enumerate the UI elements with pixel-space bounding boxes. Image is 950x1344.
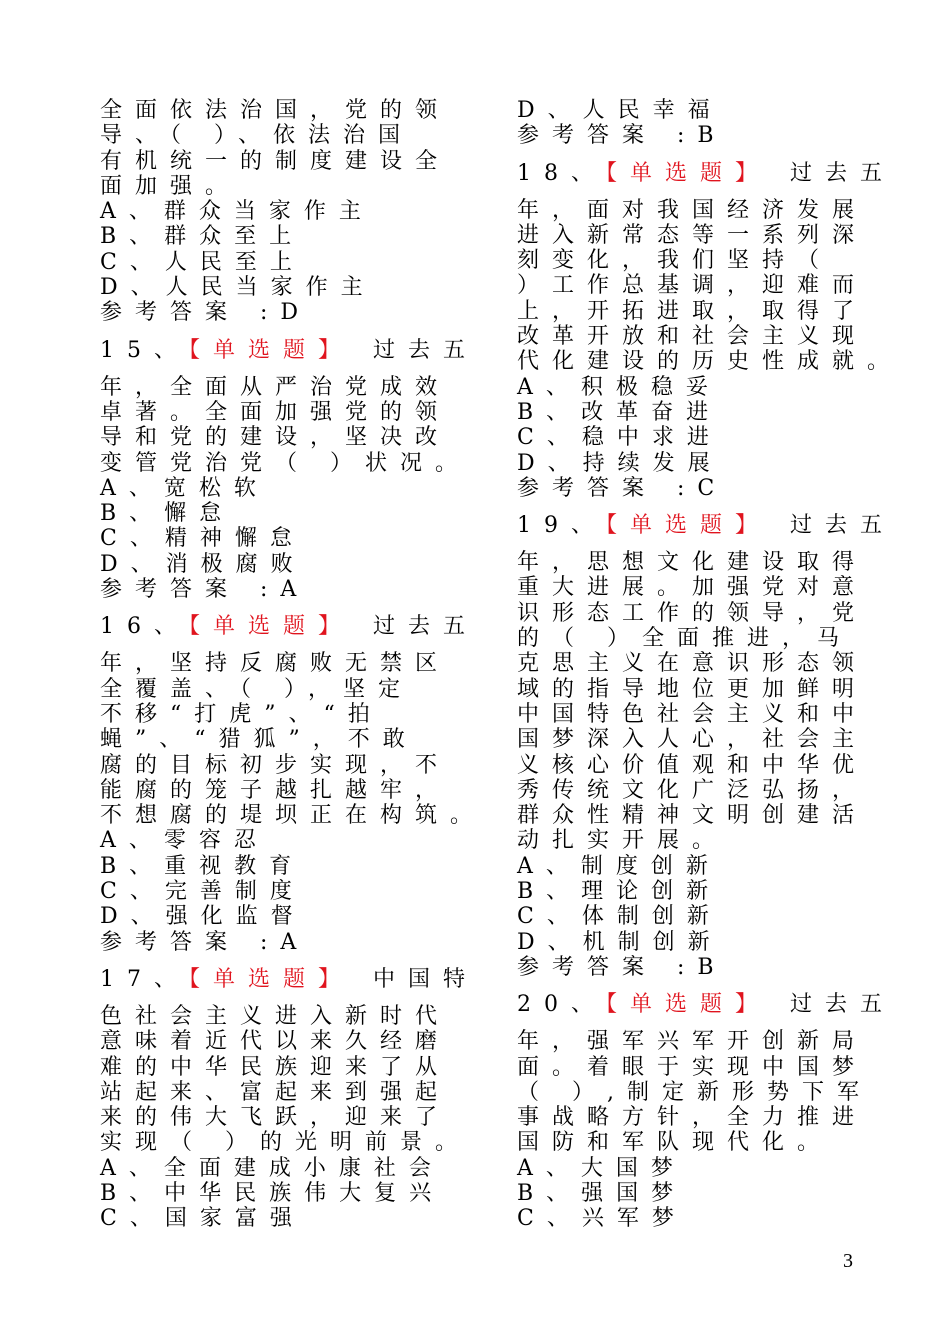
option-a: A、大国梦 [517,1155,686,1181]
question-stem-line: 上，开拓进取，取得了 [517,298,868,324]
question-stem-line: 群众性精神文明创建活 [517,803,868,829]
question-type-tag: 【单选题】 [606,513,771,539]
option-d: D、机制创新 [517,929,723,955]
reference-answer: 参考答案 :B [517,123,727,149]
question-17 [100,966,479,1232]
question-header [100,337,479,363]
question-header [517,160,896,186]
question-header-text: 中国特 [373,966,479,992]
question-stem-line: 导、（ ）、依法治国 [100,123,413,149]
question-stem-line: 有机统一的制度建设全 [100,148,451,174]
question-stem-line: 不移“打虎”、“拍 [100,701,383,727]
question-stem-line: 刻变化，我们坚持（ [517,248,833,274]
reference-answer: 参考答案 :B [517,954,727,980]
question-stem-line: 卓著。全面加强党的领 [100,399,451,425]
question-stem-line: 动扎实开展。 [517,828,728,854]
question-15 [100,337,479,603]
option-d: D、人民幸福 [517,98,723,123]
question-stem-line: 域的指导地位更加鲜明 [517,676,868,702]
question-stem-line: 识形态工作的领导，党 [517,600,868,626]
question-number: 18、 [517,160,606,186]
question-stem-line: 不想腐的堤坝正在构筑。 [100,803,486,829]
question-number: 17、 [100,966,189,992]
question-stem-line: 国梦深入人心，社会主 [517,727,868,753]
option-c: C、兴军梦 [517,1206,687,1232]
question-20 [517,992,896,1232]
question-stem-line: 变管党治党（ ）状况。 [100,450,470,476]
question-stem-line: 中国特色社会主义和中 [517,701,868,727]
question-stem-line: 蝇”、“猎狐”，不敢 [100,727,418,753]
question-header-text: 过去五 [373,337,479,363]
question-type-tag: 【单选题】 [606,160,771,186]
question-type-tag: 【单选题】 [189,966,354,992]
question-stem-line: 难的中华民族迎来了从 [100,1054,451,1080]
question-stem-line: 意味着近代以来久经磨 [100,1029,451,1055]
question-stem-line: 年，全面从严治党成效 [100,374,451,400]
question-stem-line: 义核心价值观和中华优 [517,752,868,778]
option-a: A、群众当家作主 [100,199,374,225]
option-b: B、懈怠 [100,501,235,527]
question-stem-line: 年，强军兴军开创新局 [517,1029,868,1055]
option-b: B、中华民族伟大复兴 [100,1180,445,1206]
question-stem-line: 事战略方针，全力推进 [517,1105,868,1131]
reference-answer: 参考答案 :C [517,475,728,501]
question-stem-line: 能腐的笼子越扎越牢， [100,777,451,803]
option-b: B、重视教育 [100,853,305,879]
option-d: D、持续发展 [517,450,723,476]
question-stem-line: 年，思想文化建设取得 [517,550,868,576]
question-19 [517,513,896,980]
question-stem-line: 面。着眼于实现中国梦 [517,1054,868,1080]
option-a: A、宽松软 [100,475,269,501]
option-c: C、人民至上 [100,249,305,275]
question-header-text: 过去五 [790,513,896,539]
question-type-tag: 【单选题】 [606,992,771,1018]
question-stem-line: ）工作总基调，迎难而 [517,273,868,299]
question-stem-line: 年，坚持反腐败无禁区 [100,651,451,677]
question-stem-line: 代化建设的历史性成就。 [517,349,903,375]
question-stem-line: 克思主义在意识形态领 [517,651,868,677]
question-stem-line: 色社会主义进入新时代 [100,1003,451,1029]
option-a: A、零容忍 [100,828,269,854]
question-stem-line: 来的伟大飞跃，迎来了 [100,1105,451,1131]
question-type-tag: 【单选题】 [189,614,354,640]
option-a: A、制度创新 [517,853,721,879]
question-stem-line: 年，面对我国经济发展 [517,197,868,223]
question-stem-line: 站起来、富起来到强起 [100,1079,451,1105]
option-d: D、强化监督 [100,904,306,930]
question-number: 15、 [100,337,189,363]
question-number: 16、 [100,614,189,640]
option-a: A、全面建成小康社会 [100,1155,444,1181]
question-14 [100,98,460,326]
question-stem-line: 秀传统文化广泛弘扬， [517,777,868,803]
left-column [100,98,486,1232]
option-c: C、体制创新 [517,904,722,930]
question-stem-line: 全覆盖、（ ），坚定 [100,676,413,702]
reference-answer: 参考答案 :A [100,929,310,955]
question-stem-line: 重大进展。加强党对意 [517,575,868,601]
question-stem-line: 改革开放和社会主义现 [517,324,868,350]
reference-answer: 参考答案 :D [100,300,312,326]
question-type-tag: 【单选题】 [189,337,354,363]
question-stem-line: 面加强。 [100,173,241,199]
question-18 [517,160,903,502]
question-header-text: 过去五 [790,992,896,1018]
question-number: 19、 [517,513,606,539]
question-17-continued [517,98,877,149]
question-stem-line: 进入新常态等一系列深 [517,222,868,248]
option-d: D、人民当家作主 [100,275,376,301]
question-header-text: 过去五 [373,614,479,640]
option-b: B、强国梦 [517,1180,687,1206]
option-c: C、完善制度 [100,879,305,905]
right-column [517,98,903,1232]
question-header-text: 过去五 [790,160,896,186]
option-b: B、改革奋进 [517,399,722,425]
option-b: B、群众至上 [100,224,305,250]
question-stem-line: 国防和军队现代化。 [517,1130,833,1156]
option-c: C、精神懈怠 [100,526,305,552]
reference-answer: 参考答案 :A [100,577,310,603]
question-header [517,513,896,539]
question-header [517,992,896,1018]
question-stem-line: 导和党的建设，坚决改 [100,425,451,451]
option-c: C、稳中求进 [517,425,722,451]
question-header [100,966,479,992]
option-a: A、积极稳妥 [517,374,721,400]
question-16 [100,614,486,955]
question-stem-line: 的（ ）全面推进，马 [517,626,852,652]
question-stem-line: 腐的目标初步实现，不 [100,752,451,778]
page-number: 3 [843,1250,853,1272]
question-header [100,614,479,640]
question-stem-line: （ ）,制定新形势下军 [517,1079,872,1105]
option-c: C、国家富强 [100,1206,305,1232]
question-number: 20、 [517,992,606,1018]
question-stem-line: 全面依法治国，党的领 [100,98,451,123]
option-d: D、消极腐败 [100,551,306,577]
question-stem-line: 实现（ ）的光明前景。 [100,1130,470,1156]
option-b: B、理论创新 [517,879,722,905]
